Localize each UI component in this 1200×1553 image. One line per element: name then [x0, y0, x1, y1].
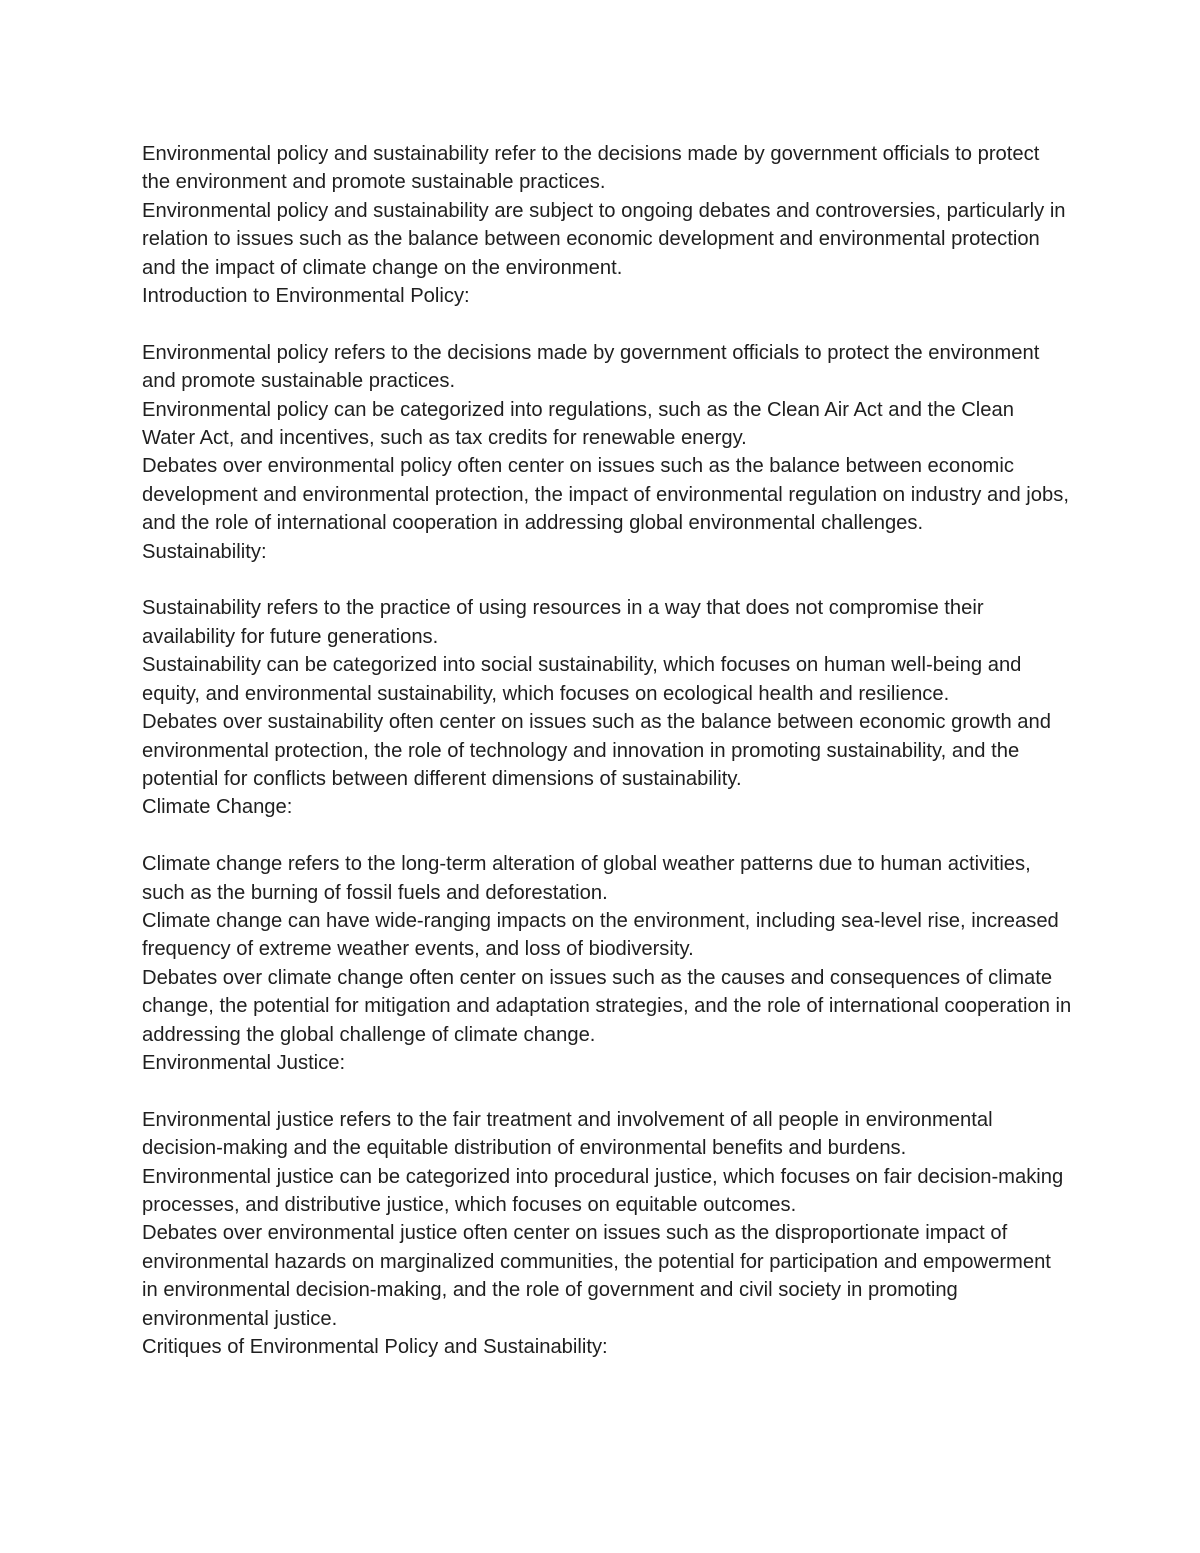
intro-paragraph: Environmental policy and sustainability are subject to ongoing debates and controversies, particularly in relation to issues such as the balance between economic development and environmental protection and the impact of climate change on the environment.	[142, 199, 1066, 279]
paragraph-gap	[142, 822, 1072, 850]
section-paragraph: Environmental justice refers to the fair treatment and involvement of all people in environmental decision-making and the equitable distribution of environmental benefits and burdens.	[142, 1108, 993, 1160]
document-page	[142, 140, 1072, 1361]
section-paragraph: Climate change refers to the long-term alteration of global weather patterns due to human activities, such as the burning of fossil fuels and deforestation.	[142, 853, 1031, 904]
section-paragraph: Debates over climate change often center on issues such as the causes and consequences of climate change, the potential for mitigation and adaptation strategies, and the role of international cooperation in addressing the global challenge of climate change.	[142, 966, 1072, 1046]
intro-paragraph: Environmental policy and sustainability refer to the decisions made by government officials to protect the environment and promote sustainable practices.	[142, 143, 1040, 194]
section-paragraph: Climate change can have wide-ranging impacts on the environment, including sea-level rise, increased frequency of extreme weather events, and loss of biodiversity.	[142, 909, 1059, 961]
section-heading: Climate Change:	[142, 796, 293, 819]
section-paragraph: Environmental justice can be categorized into procedural justice, which focuses on fair decision-making processes, and distributive justice, which focuses on equitable outcomes.	[142, 1165, 1064, 1216]
section-paragraph: Debates over environmental policy often center on issues such as the balance between economic development and environmental protection, the impact of environmental regulation on industry and jobs, and the role of international cooperation in addressing global environmental challenges.	[142, 455, 1069, 535]
section-heading: Introduction to Environmental Policy:	[142, 285, 470, 308]
section-paragraph: Sustainability refers to the practice of using resources in a way that does not compromise their availability for future generations.	[142, 597, 984, 648]
section-paragraph: Environmental policy can be categorized into regulations, such as the Clean Air Act and the Clean Water Act, and incentives, such as tax credits for renewable energy.	[142, 398, 1014, 450]
paragraph-gap	[142, 566, 1072, 594]
section-paragraph: Environmental policy refers to the decisions made by government officials to protect the environment and promote sustainable practices.	[142, 341, 1040, 393]
section-paragraph: Debates over sustainability often center on issues such as the balance between economic growth and environmental protection, the role of technology and innovation in promoting sustainability, and the potential for conflicts between different dimensions of sustainability.	[142, 711, 1051, 790]
paragraph-gap	[142, 310, 1072, 338]
section-heading: Sustainability:	[142, 540, 267, 563]
section-paragraph: Sustainability can be categorized into social sustainability, which focuses on human well-being and equity, and environmental sustainability, which focuses on ecological health and resilience.	[142, 654, 1022, 705]
section-paragraph: Debates over environmental justice often center on issues such as the disproportionate impact of environmental hazards on marginalized communities, the potential for participation and empowerment in environmental decision-making, and the role of government and civil society in promoting environmental justice.	[142, 1222, 1051, 1330]
paragraph-gap	[142, 1077, 1072, 1105]
closing-heading: Critiques of Environmental Policy and Sustainability:	[142, 1336, 608, 1358]
section-heading: Environmental Justice:	[142, 1051, 346, 1074]
